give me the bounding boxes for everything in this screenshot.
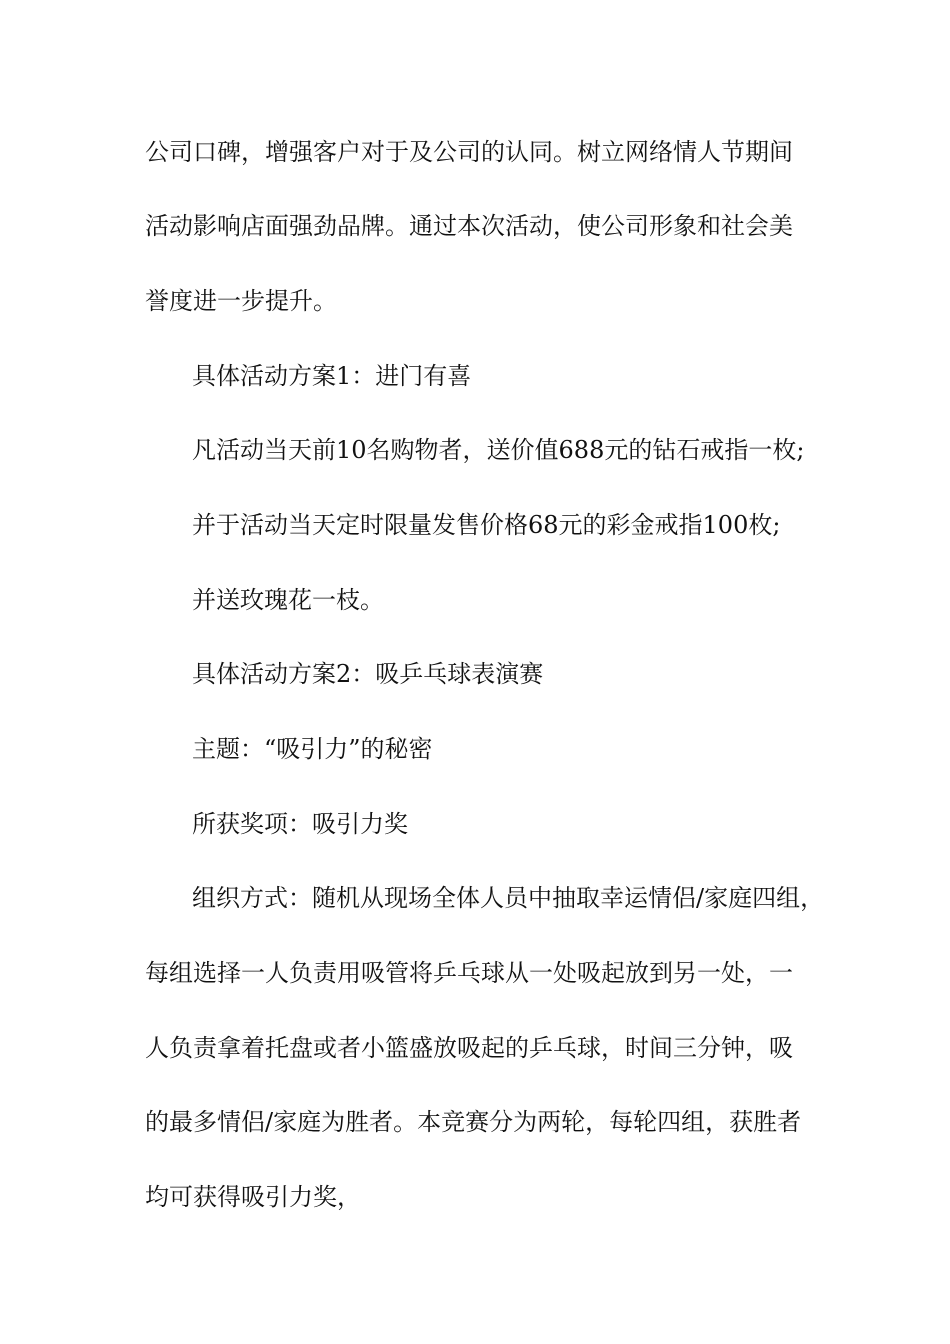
paragraph-line: 主题：“吸引力”的秘密	[192, 735, 433, 763]
section-heading: 具体活动方案1：进门有喜	[192, 362, 472, 390]
paragraph-line: 凡活动当天前10名购物者，送价值688元的钻石戒指一枚;	[192, 436, 805, 464]
paragraph-line: 人负责拿着托盘或者小篮盛放吸起的乒乓球，时间三分钟，吸	[145, 1034, 793, 1062]
section-heading: 具体活动方案2：吸乒乓球表演赛	[192, 660, 544, 688]
paragraph-line: 活动影响店面强劲品牌。通过本次活动，使公司形象和社会美	[145, 212, 793, 240]
paragraph-line: 并于活动当天定时限量发售价格68元的彩金戒指100枚;	[192, 511, 781, 539]
paragraph-line: 均可获得吸引力奖，	[145, 1183, 361, 1211]
paragraph-line: 的最多情侣/家庭为胜者。本竞赛分为两轮，每轮四组，获胜者	[145, 1108, 802, 1136]
paragraph-line: 组织方式：随机从现场全体人员中抽取幸运情侣/家庭四组，	[192, 884, 825, 912]
paragraph-line: 所获奖项：吸引力奖	[192, 810, 408, 838]
paragraph-line: 每组选择一人负责用吸管将乒乓球从一处吸起放到另一处，一	[145, 959, 793, 987]
paragraph-line: 公司口碑，增强客户对于及公司的认同。树立网络情人节期间	[145, 138, 793, 166]
paragraph-line: 誉度进一步提升。	[145, 287, 337, 315]
paragraph-line: 并送玫瑰花一枝。	[192, 586, 384, 614]
